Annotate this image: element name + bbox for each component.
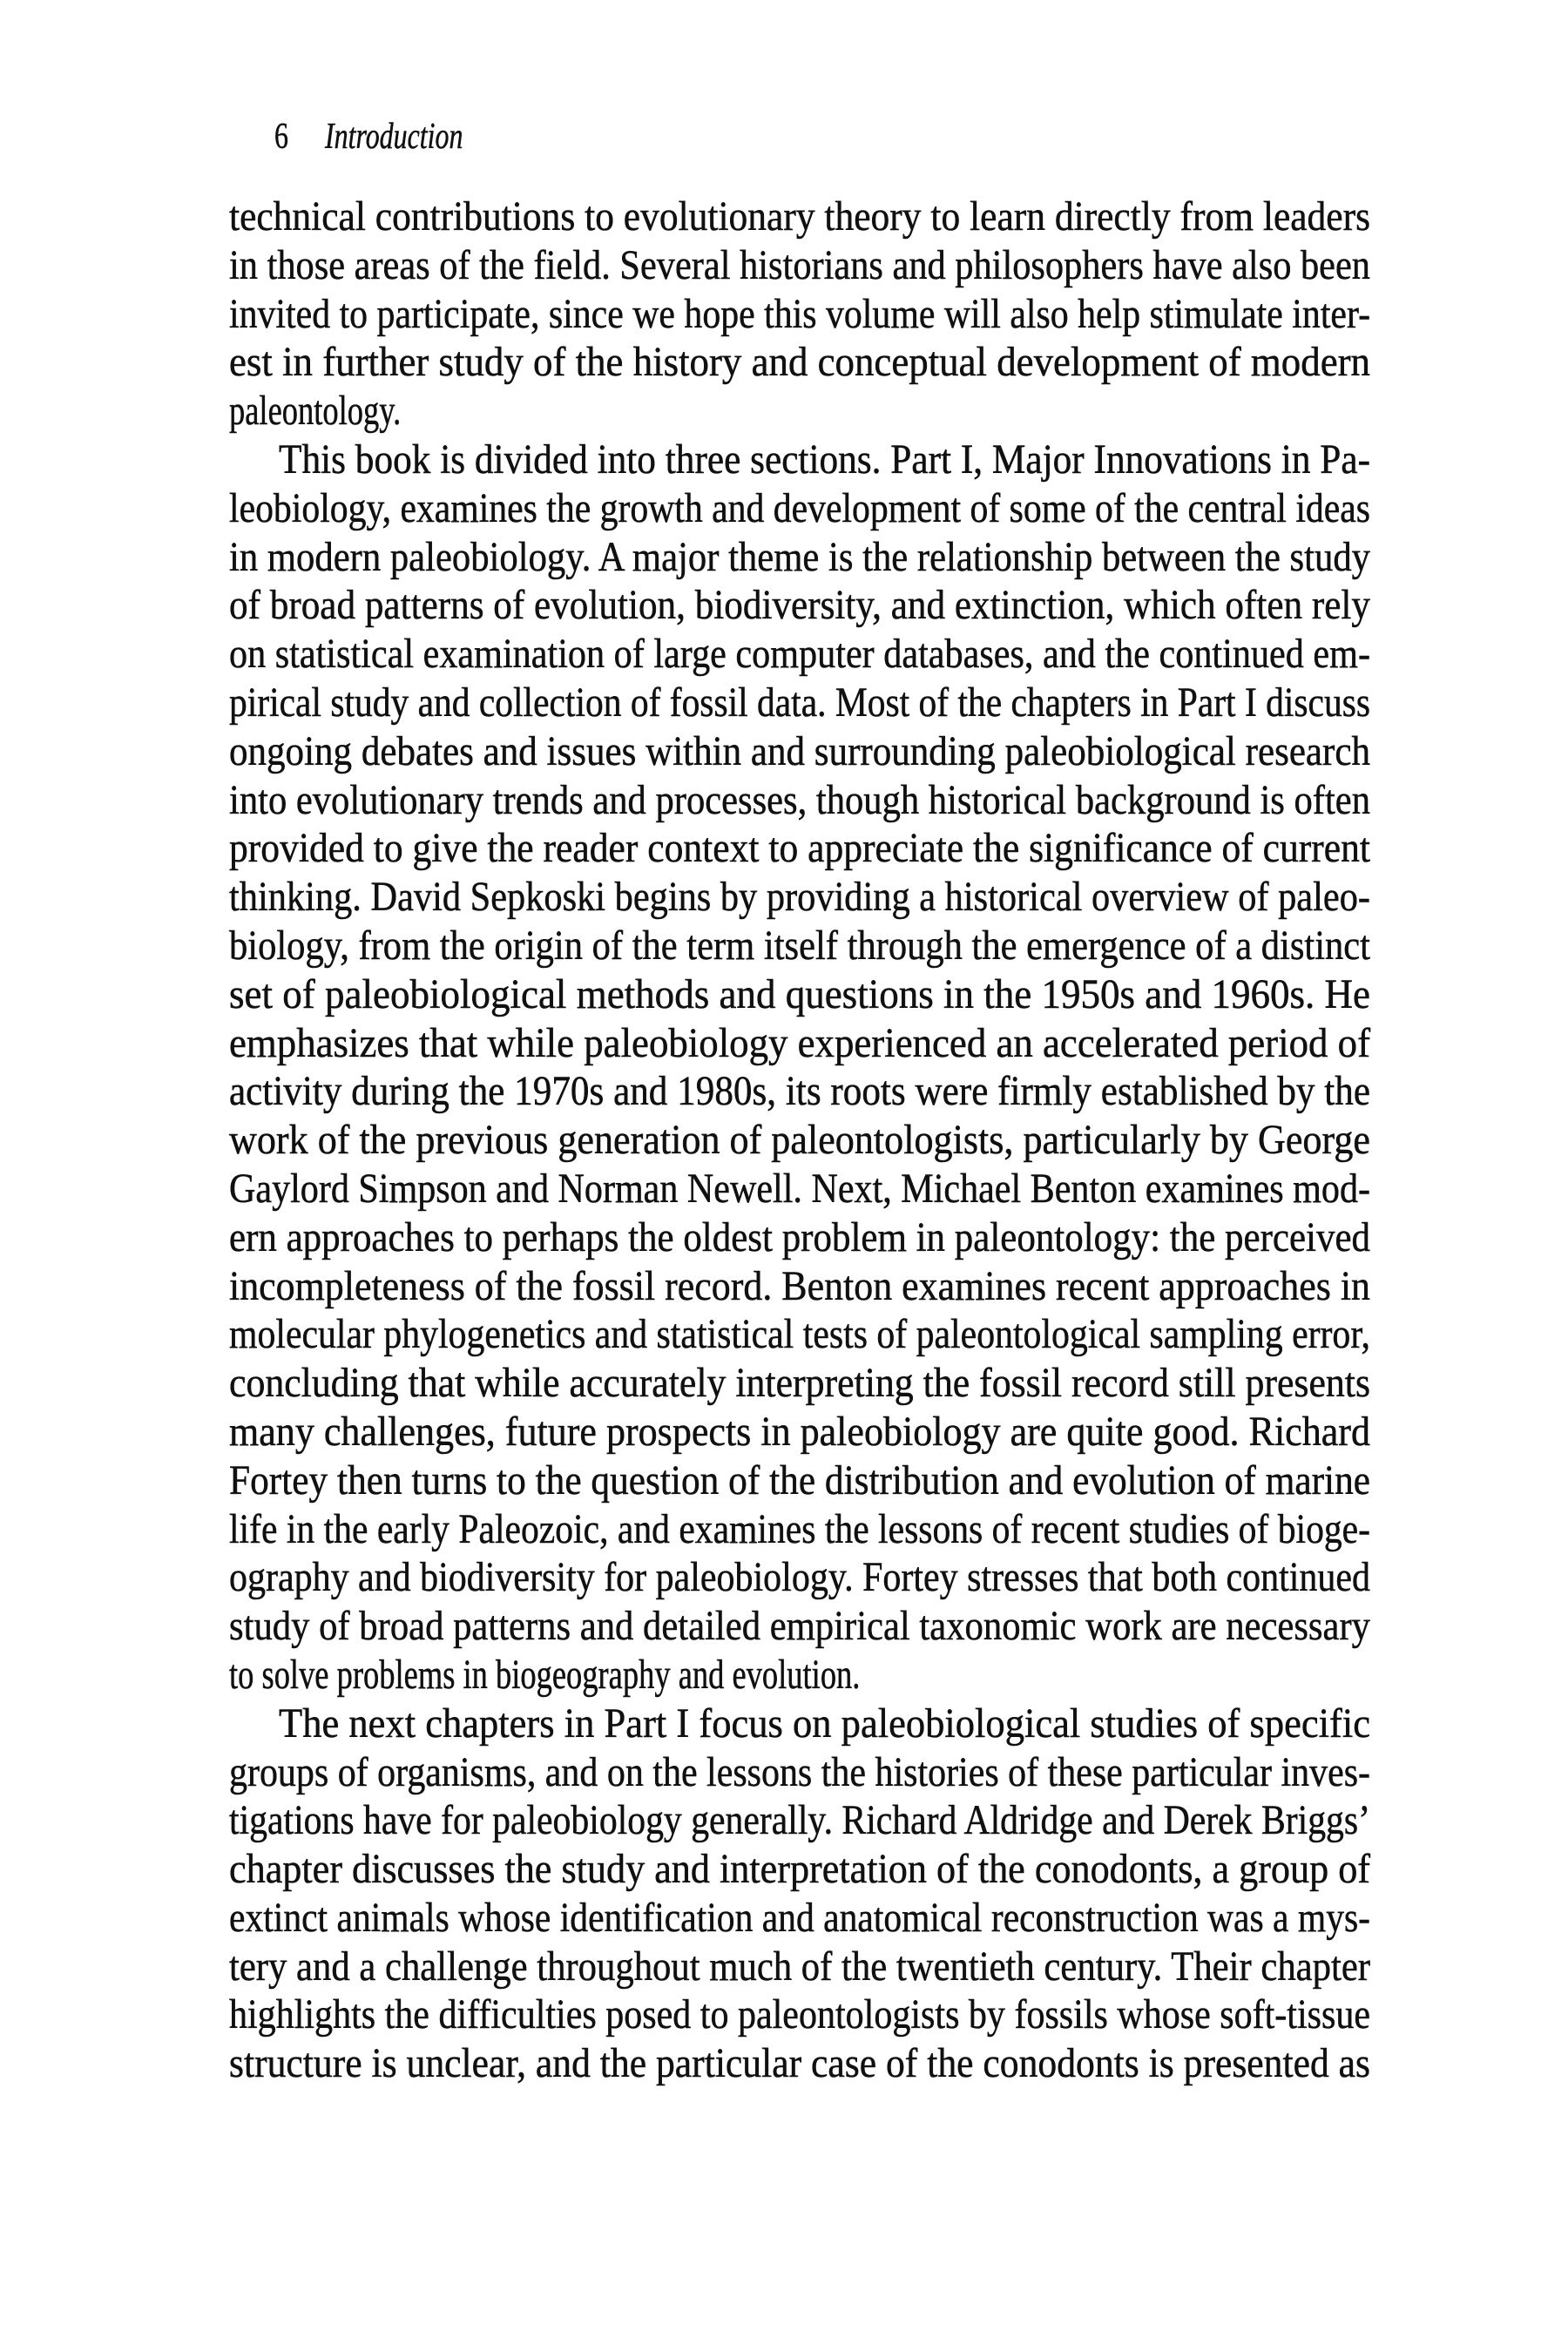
text-line: chapter discusses the study and interpretation of the conodonts, a group of	[229, 1846, 1370, 1893]
text-line: activity during the 1970s and 1980s, its roots were firmly established by the	[229, 1068, 1370, 1115]
text-line: ern approaches to perhaps the oldest problem in paleontology: the perceived	[229, 1213, 1370, 1260]
text-line: emphasizes that while paleobiology experienced an accelerated period of	[229, 1019, 1370, 1066]
text-line: paleontology.	[229, 388, 402, 435]
paragraph	[229, 193, 1370, 436]
page-number: 6	[274, 117, 288, 157]
text-line: thinking. David Sepkoski begins by providing a historical overview of paleo-	[229, 874, 1370, 921]
text-line: ography and biodiversity for paleobiology. Fortey stresses that both continued	[229, 1554, 1370, 1601]
text-line: invited to participate, since we hope this volume will also help stimulate inter-	[229, 290, 1370, 337]
text-line: pirical study and collection of fossil data. Most of the chapters in Part I discuss	[229, 679, 1370, 726]
text-line: structure is unclear, and the particular case of the conodonts is presented as	[229, 2040, 1370, 2087]
text-line: life in the early Paleozoic, and examines the lessons of recent studies of bioge-	[229, 1505, 1370, 1552]
text-line: study of broad patterns and detailed empirical taxonomic work are necessary	[229, 1603, 1370, 1650]
text-line: incompleteness of the fossil record. Benton examines recent approaches in	[229, 1262, 1370, 1309]
text-line: tigations have for paleobiology generally. Richard Aldridge and Derek Briggs’	[229, 1797, 1370, 1844]
text-line: est in further study of the history and conceptual development of modern	[229, 339, 1370, 386]
text-line: in those areas of the field. Several historians and philosophers have also been	[229, 241, 1370, 288]
text-line: leobiology, examines the growth and development of some of the central ideas	[229, 484, 1370, 531]
text-line: extinct animals whose identification and anatomical reconstruction was a mys-	[229, 1894, 1370, 1941]
text-line: The next chapters in Part I focus on paleobiological studies of specific	[279, 1700, 1370, 1747]
text-line: biology, from the origin of the term itself through the emergence of a distinct	[229, 922, 1370, 969]
paragraph	[229, 436, 1370, 1700]
text-line: ongoing debates and issues within and surrounding paleobiological research	[229, 727, 1370, 774]
text-line: Gaylord Simpson and Norman Newell. Next, Michael Benton examines mod-	[229, 1165, 1370, 1212]
text-line: molecular phylogenetics and statistical tests of paleontological sampling error,	[229, 1311, 1370, 1358]
text-line: tery and a challenge throughout much of the twentieth century. Their chapter	[229, 1943, 1370, 1990]
text-line: This book is divided into three sections. Part I, Major Innovations in Pa-	[279, 436, 1370, 483]
text-line: many challenges, future prospects in paleobiology are quite good. Richard	[229, 1408, 1370, 1455]
page-body	[229, 193, 1370, 2088]
running-head-title: Introduction	[325, 117, 463, 157]
paragraph	[229, 1700, 1370, 2088]
text-line: provided to give the reader context to appreciate the significance of current	[229, 825, 1370, 872]
text-line: highlights the difficulties posed to paleontologists by fossils whose soft-tissue	[229, 1991, 1370, 2038]
text-line: set of paleobiological methods and questions in the 1950s and 1960s. He	[229, 970, 1370, 1017]
running-header	[0, 117, 1568, 159]
text-line: on statistical examination of large computer databases, and the continued em-	[229, 631, 1370, 678]
text-line: Fortey then turns to the question of the distribution and evolution of marine	[229, 1456, 1370, 1504]
text-line: groups of organisms, and on the lessons the histories of these particular inves-	[229, 1748, 1370, 1795]
text-line: work of the previous generation of paleontologists, particularly by George	[229, 1117, 1370, 1164]
text-line: in modern paleobiology. A major theme is the relationship between the study	[229, 533, 1370, 580]
text-line: to solve problems in biogeography and evolution.	[229, 1651, 861, 1698]
text-line: of broad patterns of evolution, biodiversity, and extinction, which often rely	[229, 582, 1370, 629]
text-line: technical contributions to evolutionary theory to learn directly from leaders	[229, 193, 1370, 240]
text-line: into evolutionary trends and processes, though historical background is often	[229, 776, 1370, 823]
text-line: concluding that while accurately interpreting the fossil record still presents	[229, 1360, 1370, 1407]
